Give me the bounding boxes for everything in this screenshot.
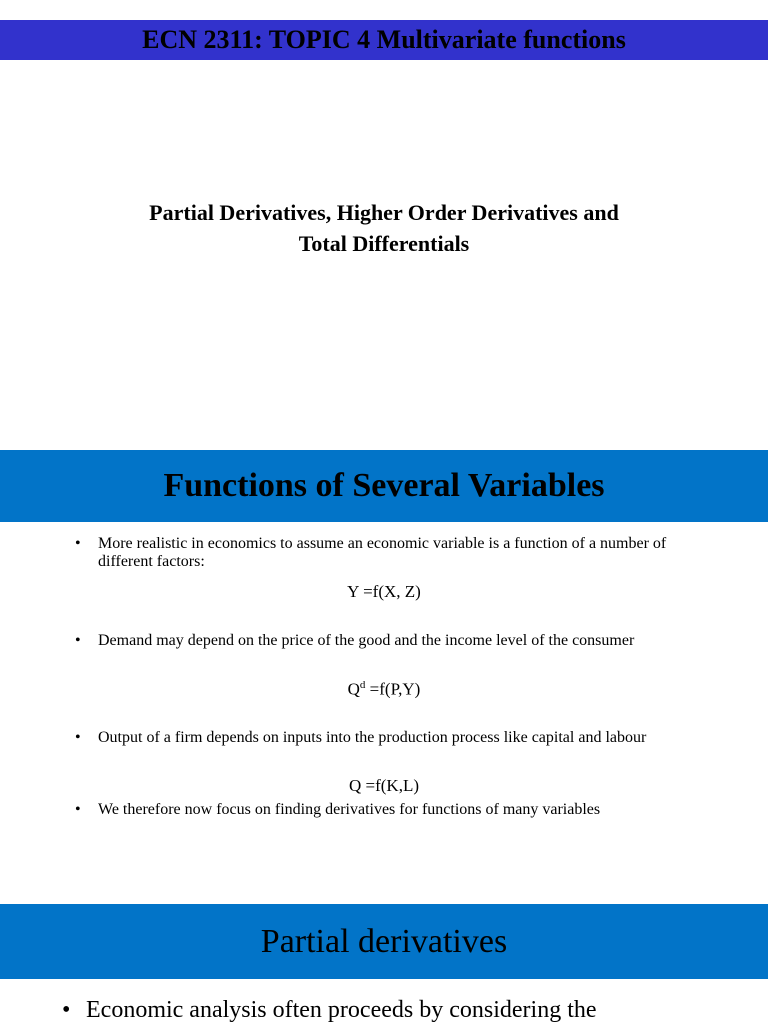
equation-y: Y =f(X, Z) — [347, 582, 421, 601]
slide-3-title: Partial derivatives — [0, 904, 768, 979]
equation-qd — [0, 679, 768, 700]
bullet-dot: • — [75, 535, 81, 552]
slide-2-title: Functions of Several Variables — [0, 450, 768, 522]
bullet-text: Demand may depend on the price of the good and the income level of the consumer — [98, 632, 635, 649]
equation-q: Q =f(K,L) — [348, 776, 419, 795]
slide-1 — [0, 0, 768, 450]
bullet-text: We therefore now focus on finding derivatives for functions of many variables — [98, 801, 601, 818]
slide-3-bullet — [62, 996, 752, 1024]
bullet-text: Output of a firm depends on inputs into the production process like capital and labour — [98, 729, 647, 746]
bullet-text: Economic analysis often proceeds by considering the — [86, 997, 597, 1023]
bullet-item — [75, 632, 715, 650]
subtitle-line-1: Partial Derivatives, Higher Order Derivatives and — [149, 200, 619, 225]
eq-base: Q — [347, 679, 360, 699]
bullet-item — [75, 801, 715, 819]
slide-1-header: ECN 2311: TOPIC 4 Multivariate functions — [0, 20, 768, 60]
eq-rest: =f(P,Y) — [365, 679, 421, 699]
subtitle-line-2: Total Differentials — [298, 231, 470, 256]
slide-1-subtitle — [0, 197, 768, 259]
bullet-dot: • — [75, 632, 81, 649]
bullet-item — [75, 535, 715, 571]
bullet-text: More realistic in economics to assume an economic variable is a function of a number of different factors: — [98, 535, 667, 570]
bullet-item — [75, 729, 715, 747]
bullet-dot: • — [75, 729, 81, 746]
bullet-dot: • — [62, 997, 71, 1023]
bullet-dot: • — [75, 801, 81, 818]
eq-superscript: d — [359, 679, 366, 691]
